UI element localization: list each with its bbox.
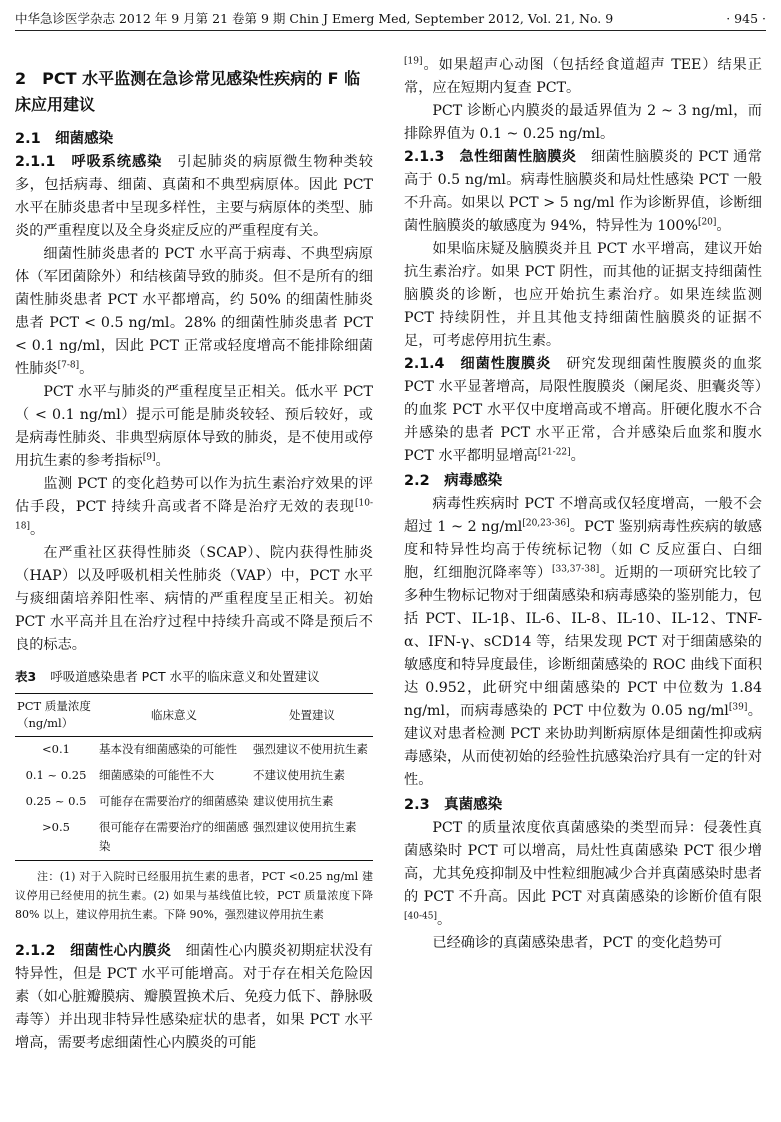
table-3-note: 注：(1) 对于入院时已经服用抗生素的患者，PCT <0.25 ng/ml 建议停用已经使用的抗生素。(2) 如果与基线值比较，PCT 质量浓度下降 80% 以上，建议停用抗生素。下降 90%，强烈建议停用抗生素 [15,870,373,921]
citation: [39] [728,702,748,713]
section-2-title: 2 PCT 水平监测在急诊常见感染性疾病的 F 临床应用建议 [15,69,361,114]
s212-paragraph-1-cont: [19]。如果超声心动图（包括经食道超声 TEE）结果正常，应在短期内复查 PCT。 [404,56,762,96]
s212-paragraph-2: PCT 诊断心内膜炎的最适界值为 2 ~ 3 ng/ml，而排除界值为 0.1 ~ 0.25 ng/ml。 [404,103,762,142]
s214-paragraph-1: 2.1.4 细菌性腹膜炎 研究发现细菌性腹膜炎的血浆 PCT 水平显著增高，局限性腹膜炎（阑尾炎、胆囊炎等）的血浆 PCT 水平仅中度增高或不增高。肝硬化腹水不合并感染的患者 PCT 水平正常，合并感染后血浆和腹水 PCT 水平都明显增高[21-22]。 [404,356,762,464]
table-3-caption: 表3 呼吸道感染患者 PCT 水平的临床意义和处置建议 [15,669,320,684]
s211-paragraph-3: PCT 水平与肺炎的严重程度呈正相关。低水平 PCT（ < 0.1 ng/ml）提示可能是肺炎较轻、预后较好，或是病毒性肺炎、非典型病原体导致的肺炎，是不使用或停用抗生素的参考指标[9]。 [15,384,373,469]
running-header [15,8,766,31]
citation: [33,37-38] [551,564,600,575]
table-row: 0.25 ~ 0.5 可能存在需要治疗的细菌感染 建议使用抗生素 [25,794,334,808]
citation: [7-8] [57,360,80,371]
table-label: 表3 [15,669,37,684]
citation: [20,23-36] [522,518,570,529]
citation: [9] [142,452,156,463]
s213-heading: 2.1.3 急性细菌性脑膜炎 [404,149,577,165]
s23-paragraph-1: PCT 的质量浓度依真菌感染的类型而异：侵袭性真菌感染时 PCT 可以增高，局灶性真菌感染 PCT 很少增高，尤其免疫抑制及中性粒细胞减少合并真菌感染时患者的 PCT 不升高。因此 PCT 对真菌感染的诊断价值有限[40-45]。 [404,820,762,928]
s211-paragraph-4: 监测 PCT 的变化趋势可以作为抗生素治疗效果的评估手段，PCT 持续升高或者不降是治疗无效的表现[10-18]。 [15,476,373,538]
s211-paragraph-1: 2.1.1 呼吸系统感染 引起肺炎的病原微生物种类较多，包括病毒、细菌、真菌和不典型病原体。因此 PCT 水平在肺炎患者中呈现多样性，主要与病原体的类型、肺炎的严重程度以及全身炎症反应的严重程度有关。 [15,154,373,239]
citation: [21-22] [537,447,571,458]
s213-paragraph-1: 2.1.3 急性细菌性脑膜炎 细菌性脑膜炎的 PCT 通常高于 0.5 ng/ml。病毒性脑膜炎和局灶性感染 PCT 一般不升高。如果以 PCT > 5 ng/ml 作为诊断界值，诊断细菌性脑膜炎的敏感度为 94%，特异性为 100%[20]。 [404,149,762,234]
s23-paragraph-2: 已经确诊的真菌感染患者，PCT 的变化趋势可 [432,935,723,951]
table-row: 0.1 ~ 0.25 细菌感染的可能性不大 不建议使用抗生素 [25,768,345,782]
col-header-recommendation: 处置建议 [289,707,335,722]
citation: [19] [404,56,423,67]
col-header-significance: 临床意义 [151,707,197,722]
page-number: · 945 · [726,10,766,26]
citation: [40-45] [404,911,437,922]
s214-heading: 2.1.4 细菌性腹膜炎 [404,356,552,372]
table-row: <0.1 基本没有细菌感染的可能性 强烈建议不使用抗生素 [42,742,368,756]
s22-paragraph-1: 病毒性疾病时 PCT 不增高或仅轻度增高，一般不会超过 1 ~ 2 ng/ml[20,23-36]。PCT 鉴别病毒性疾病的敏感度和特异性均高于传统标记物（如 C 反应蛋白、白细胞，红细胞沉降率等）[33,37-38]。近期的一项研究比较了多种生物标记物对于细菌感染和病毒感染的鉴别能力，包括 PCT、IL-1β、IL-6、IL-8、IL-10、IL-12、TNF-α、IFN-γ、sCD14 等，结果发现 PCT 对于细菌感染的敏感度和特异度最佳，诊断细菌感染的 ROC 曲线下面积达 0.952，此研究中细菌感染的 PCT 中位数为 1.84 ng/ml，而病毒感染的 PCT 中位数为 0.05 ng/ml[39]。建议对患者检测 PCT 来协助判断病原体是细菌性抑或病毒感染，从而使初始的经验性抗感染治疗具有一定的针对性。 [404,496,762,788]
section-2-3-heading: 2.3 真菌感染 [404,797,503,813]
col-header-concentration: PCT 质量浓度（ng/ml） [17,699,91,730]
s211-paragraph-2: 细菌性肺炎患者的 PCT 水平高于病毒、不典型病原体（军团菌除外）和结核菌导致的肺炎。但不是所有的细菌性肺炎患者 PCT 水平都增高，约 50% 的细菌性肺炎患者 PCT < 0.5 ng/ml。28% 的细菌性肺炎患者 PCT < 0.1 ng/ml，因此 PCT 正常或轻度增高不能排除细菌性肺炎[7-8]。 [15,246,373,377]
s212-paragraph-1-start: 2.1.2 细菌性心内膜炎 细菌性心内膜炎初期症状没有特异性，但是 PCT 水平可能增高。对于存在相关危险因素（如心脏瓣膜病、瓣膜置换术后、免疫力低下、静脉吸毒等）并出现非特异性感染症状的患者，如果 PCT 水平增高，需要考虑细菌性心内膜炎的可能 [15,943,373,1051]
citation: [20] [697,217,717,228]
citation: [10-18] [15,498,373,532]
right-column [404,54,762,955]
section-2-1-heading: 2.1 细菌感染 [15,131,114,147]
s211-heading: 2.1.1 呼吸系统感染 [15,154,163,170]
section-2-2-heading: 2.2 病毒感染 [404,473,503,489]
left-column [15,36,373,1055]
journal-info: 中华急诊医学杂志 2012 年 9 月第 21 卷第 9 期 Chin J Emerg Med, September 2012, Vol. 21, No. 9 [15,11,614,26]
s213-paragraph-2: 如果临床疑及脑膜炎并且 PCT 水平增高，建议开始抗生素治疗。如果 PCT 阴性，而其他的证据支持细菌性脑膜炎的诊断，也应开始抗生素治疗。如果连续监测 PCT 持续阴性，并且其他支持细菌性脑膜炎的证据不足，可考虑停用抗生素。 [404,241,762,349]
s212-heading: 2.1.2 细菌性心内膜炎 [15,943,172,959]
table-row: >0.5 很可能存在需要治疗的细菌感染 强烈建议使用抗生素 [15,815,373,861]
table-header-row [15,694,373,737]
table-3 [15,693,373,861]
s211-paragraph-5: 在严重社区获得性肺炎（SCAP）、院内获得性肺炎（HAP）以及呼吸机相关性肺炎（VAP）中，PCT 水平与痰细菌培养阳性率、病情的严重程度呈正相关。初始 PCT 水平高并且在治疗过程中持续升高或不降是预后不良的标志。 [15,545,373,653]
